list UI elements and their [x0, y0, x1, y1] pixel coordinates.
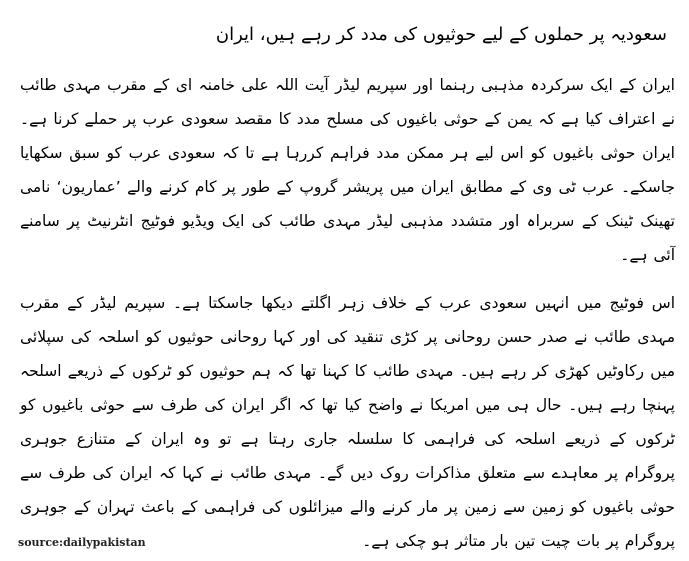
source-credit: source:dailypakistan: [18, 536, 146, 549]
article-headline: سعودیہ پر حملوں کے لیے حوثیوں کی مدد کر رہے ہیں، ایران: [215, 24, 667, 45]
article-paragraph: ایران کے ایک سرکردہ مذہبی رہنما اور سپریم لیڈر آیت اللہ علی خامنہ ای کے مقرب مہدی طائب نے اعتراف کیا ہے کہ یمن کے حوثی باغیوں کی مسلح مدد کا مقصد سعودی عرب پر حملے کرنا ہے۔ ایران حوثی باغیوں کو اس لیے ہر ممکن مدد فراہم کررہا ہے تا کہ سعودی عرب کو سبق سکھایا جاسکے۔ عرب ٹی وی کے مطابق ایران میں پریشر گروپ کے طور پر کام کرنے والے ’عماریون‘ نامی تھینک ٹینک کے سربراہ اور متشدد مذہبی لیڈر مہدی طائب کی ایک ویڈیو فوٹیج انٹرنیٹ پر سامنے آئی ہے۔: [20, 76, 675, 264]
article-paragraph: اس فوٹیج میں انہیں سعودی عرب کے خلاف زہر اگلتے دیکھا جاسکتا ہے۔ سپریم لیڈر کے مقرب مہدی طائب نے صدر حسن روحانی پر کڑی تنقید کی اور کہا روحانی حوثیوں کو اسلحہ کی سپلائی میں رکاوٹیں کھڑی کر رہے ہیں۔ مہدی طائب کا کہنا تھا کہ ہم حوثیوں کو ٹرکوں کے ذریعے اسلحہ پہنچا رہے ہیں۔ حال ہی میں امریکا نے واضح کیا تھا کہ اگر ایران کی طرف سے حوثی باغیوں کو ٹرکوں کے ذریعے اسلحہ کی فراہمی کا سلسلہ جاری رہتا ہے تو وہ ایران کے متنازع جوہری پروگرام پر معاہدے سے متعلق مذاکرات روک دیں گے۔ مہدی طائب نے کہا کہ ایران کی طرف سے حوثی باغیوں کو زمین سے زمین پر مار کرنے والے میزائلوں کی فراہمی کے باعث تہران کے جوہری پروگرام پر بات چیت تین بار متاثر ہو چکی ہے۔: [20, 294, 675, 550]
